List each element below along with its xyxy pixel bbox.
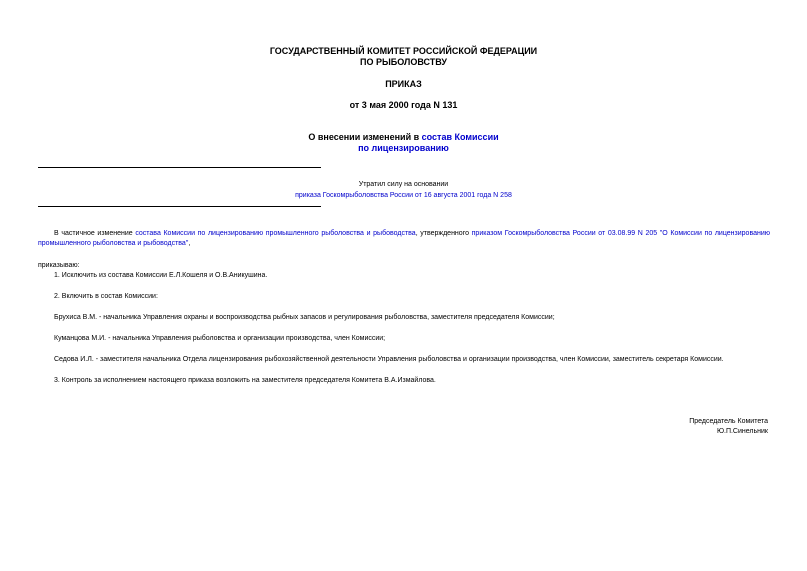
item-2: 2. Включить в состав Комиссии: [54, 293, 158, 300]
repeal-order-link[interactable]: приказа Госкомрыболовства России от 16 августа 2001 года N 258 [295, 192, 512, 199]
org-name-line2: ПО РЫБОЛОВСТВУ [359, 57, 448, 67]
title-link-commission[interactable]: состав Комиссии [421, 132, 499, 142]
intro-text-c: , [188, 240, 191, 247]
order-word: приказываю: [38, 262, 80, 269]
person-kumantsov: Куманцова М.И. - начальника Управления рыболовства и организации производства, член Комиссии; [54, 335, 386, 342]
document-date: от 3 мая 2000 года N 131 [349, 100, 458, 110]
order-205-link[interactable]: приказом Госкомрыболовства России от 03.08.99 N 205 "О Комиссии по лицензированию промышленного рыболовства и рыбоводства" [38, 230, 771, 247]
document-title-line2 [0, 143, 807, 154]
document-title [0, 132, 807, 143]
intro-paragraph [38, 229, 770, 249]
person-bruhis: Брухиса В.М. - начальника Управления охраны и воспроизводства рыбных запасов и регулирования рыболовства, заместителя председателя Комиссии; [54, 314, 555, 321]
divider-bottom [38, 206, 321, 207]
org-name-line1: ГОСУДАРСТВЕННЫЙ КОМИТЕТ РОССИЙСКОЙ ФЕДЕРАЦИИ [269, 46, 538, 56]
intro-text-b: , утвержденного [415, 230, 472, 237]
item-1: 1. Исключить из состава Комиссии Е.Л.Кошеля и О.В.Аникушина. [54, 272, 268, 279]
signature-position: Председатель Комитета [689, 418, 768, 425]
divider-top [38, 167, 321, 168]
document-type: ПРИКАЗ [385, 79, 422, 89]
signature-name: Ю.П.Синельник [716, 428, 768, 435]
title-prefix: О внесении изменений в [308, 132, 422, 142]
status-note-text: Утратил силу на основании [358, 181, 449, 188]
intro-text-a: В частичное изменение [54, 230, 136, 237]
title-link-licensing[interactable]: по лицензированию [358, 143, 449, 153]
commission-composition-link[interactable]: состава Комиссии по лицензированию промышленного рыболовства и рыбоводства [135, 230, 416, 237]
item-3: 3. Контроль за исполнением настоящего приказа возложить на заместителя председателя Комитета В.А.Измайлова. [54, 377, 436, 384]
person-sedov: Седова И.Л. - заместителя начальника Отдела лицензирования рыбохозяйственной деятельности Управления рыболовства и организации производства, член Комиссии, заместитель секретаря Комиссии. [54, 356, 724, 363]
status-note-line2 [0, 191, 807, 200]
